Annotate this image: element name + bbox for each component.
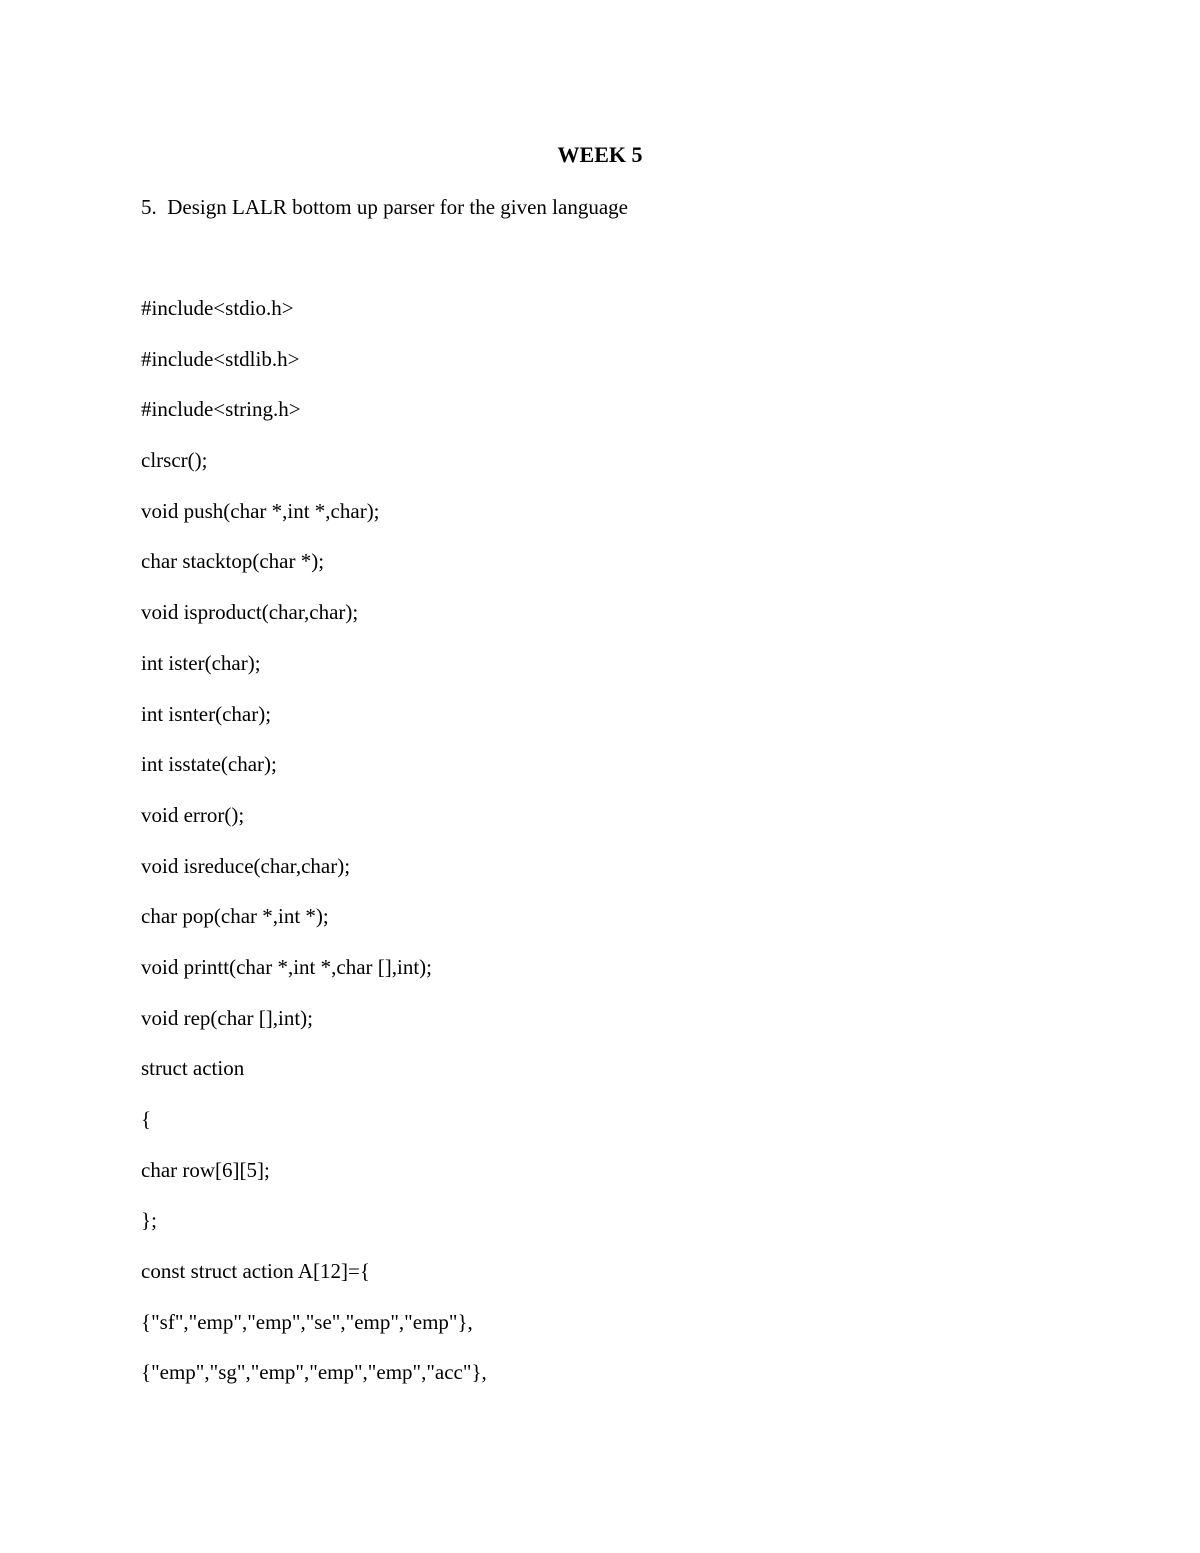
code-line: int isnter(char); xyxy=(141,701,272,726)
code-line: const struct action A[12]={ xyxy=(141,1259,370,1284)
code-line: int ister(char); xyxy=(141,650,261,675)
code-line: struct action xyxy=(141,1056,245,1081)
code-line: void isreduce(char,char); xyxy=(141,853,351,878)
heading-text: WEEK 5 xyxy=(557,142,643,167)
code-line: #include<stdio.h> xyxy=(141,296,294,320)
code-listing xyxy=(141,293,487,1408)
code-line: }; xyxy=(141,1208,157,1233)
code-line: char stacktop(char *); xyxy=(141,549,325,574)
code-line: void error(); xyxy=(141,802,245,827)
code-line: { xyxy=(141,1107,152,1131)
code-line: char row[6][5]; xyxy=(141,1157,270,1182)
code-line: void rep(char [],int); xyxy=(141,1005,314,1030)
code-line: #include<stdlib.h> xyxy=(141,346,300,371)
code-line: clrscr(); xyxy=(141,448,208,473)
code-line: int isstate(char); xyxy=(141,752,277,777)
code-line: void push(char *,int *,char); xyxy=(141,498,380,523)
code-line: char pop(char *,int *); xyxy=(141,904,329,929)
code-line: #include<string.h> xyxy=(141,397,301,422)
page-heading xyxy=(0,140,1200,170)
code-line: void printt(char *,int *,char [],int); xyxy=(141,954,432,979)
code-line: {"sf","emp","emp","se","emp","emp"}, xyxy=(141,1309,473,1334)
code-line: {"emp","sg","emp","emp","emp","acc"}, xyxy=(141,1360,487,1385)
task-statement: 5. Design LALR bottom up parser for the given language xyxy=(141,195,628,219)
code-line: void isproduct(char,char); xyxy=(141,600,359,625)
